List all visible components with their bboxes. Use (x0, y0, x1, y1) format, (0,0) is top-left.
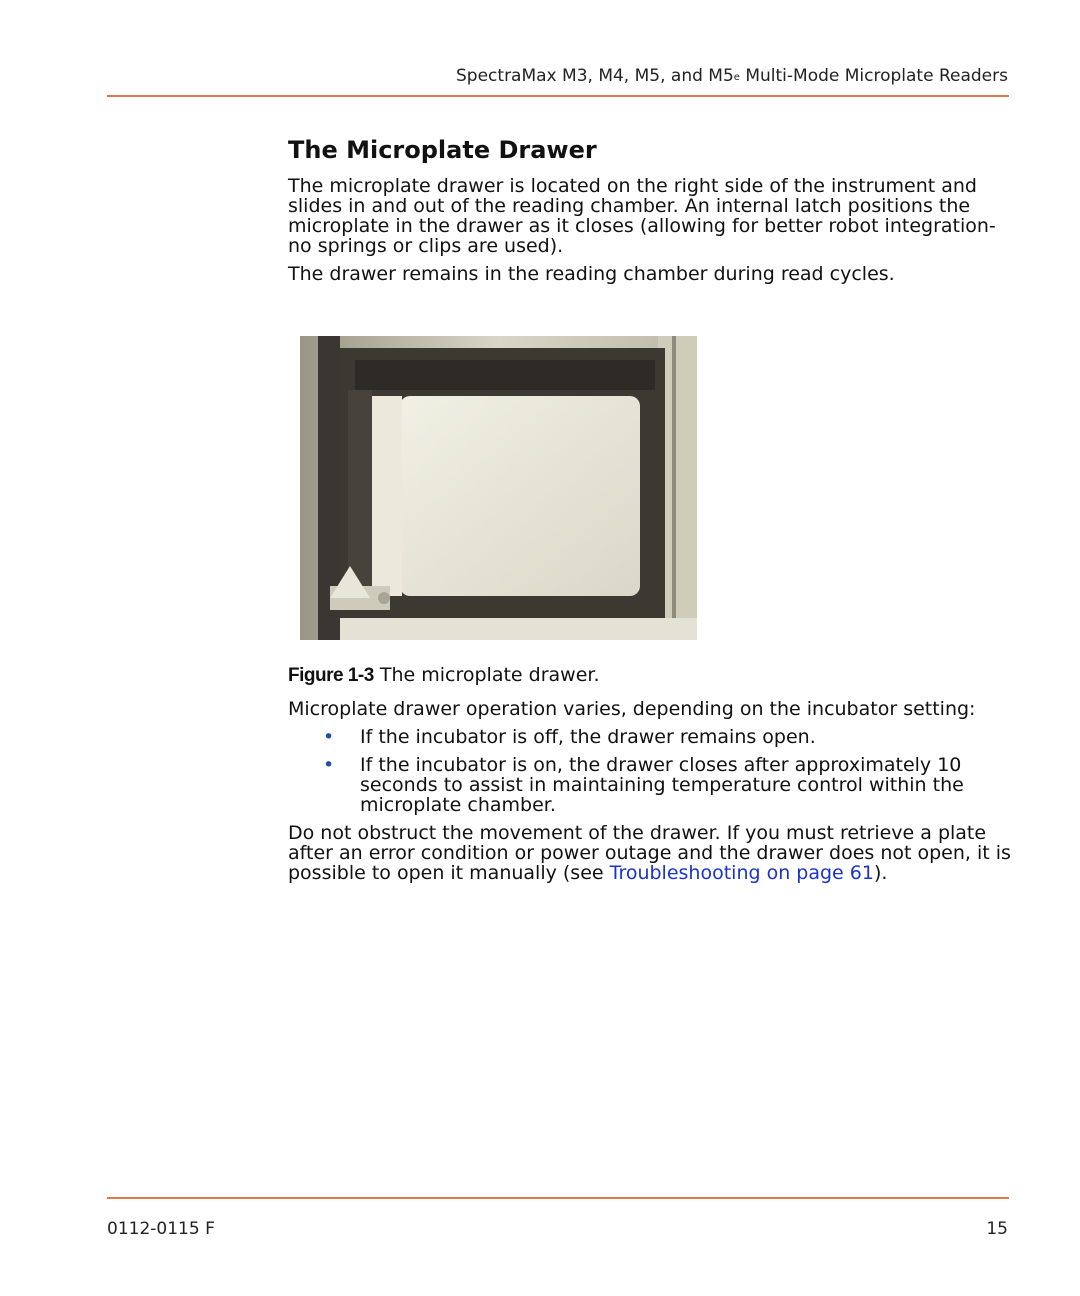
section-heading: The Microplate Drawer (288, 136, 597, 164)
page-number: 15 (986, 1219, 1008, 1239)
header-title-suffix: Multi-Mode Microplate Readers (739, 66, 1008, 86)
list-item-text: If the incubator is off, the drawer remains open. (360, 726, 816, 748)
header-rule (107, 95, 1009, 97)
warning-text-end: ). (873, 862, 888, 884)
list-item-text: If the incubator is on, the drawer closes after approximately 10 seconds to assist in maintaining temperature control within the microplate chamber. (360, 754, 964, 816)
warning-text: Do not obstruct the movement of the drawer. If you must retrieve a plate after an error condition or power outage and the drawer does not open, it is possible to open it manually (see (288, 822, 1011, 884)
page-content (288, 136, 1012, 891)
operation-intro: Microplate drawer operation varies, depending on the incubator setting: (288, 698, 976, 720)
operation-list (288, 727, 1012, 815)
figure-label: Figure 1-3 (288, 665, 374, 686)
document-number: 0112-0115 F (107, 1219, 215, 1239)
header-title-superscript: e (733, 72, 740, 83)
drawer-read-cycle-paragraph: The drawer remains in the reading chamber during read cycles. (288, 263, 895, 285)
drawer-description-paragraph: The microplate drawer is located on the right side of the instrument and slides in and out of the reading chamber. An internal latch positions the microplate in the drawer as it closes (allowing for better robot integration-no springs or clips are used). (288, 175, 996, 257)
footer-rule (107, 1197, 1009, 1199)
running-header (456, 66, 1008, 86)
bullet-icon: • (323, 726, 335, 748)
troubleshooting-link[interactable]: Troubleshooting on page 61 (609, 862, 874, 884)
list-item (288, 755, 1012, 815)
header-title-prefix: SpectraMax M3, M4, M5, and M5 (456, 66, 734, 86)
figure-caption-text: The microplate drawer. (373, 664, 600, 686)
microplate-drawer-photo (300, 336, 697, 640)
drawer-warning-paragraph (288, 823, 1012, 883)
bullet-icon: • (323, 754, 335, 776)
list-item (288, 727, 1012, 747)
figure-caption (288, 664, 1012, 687)
